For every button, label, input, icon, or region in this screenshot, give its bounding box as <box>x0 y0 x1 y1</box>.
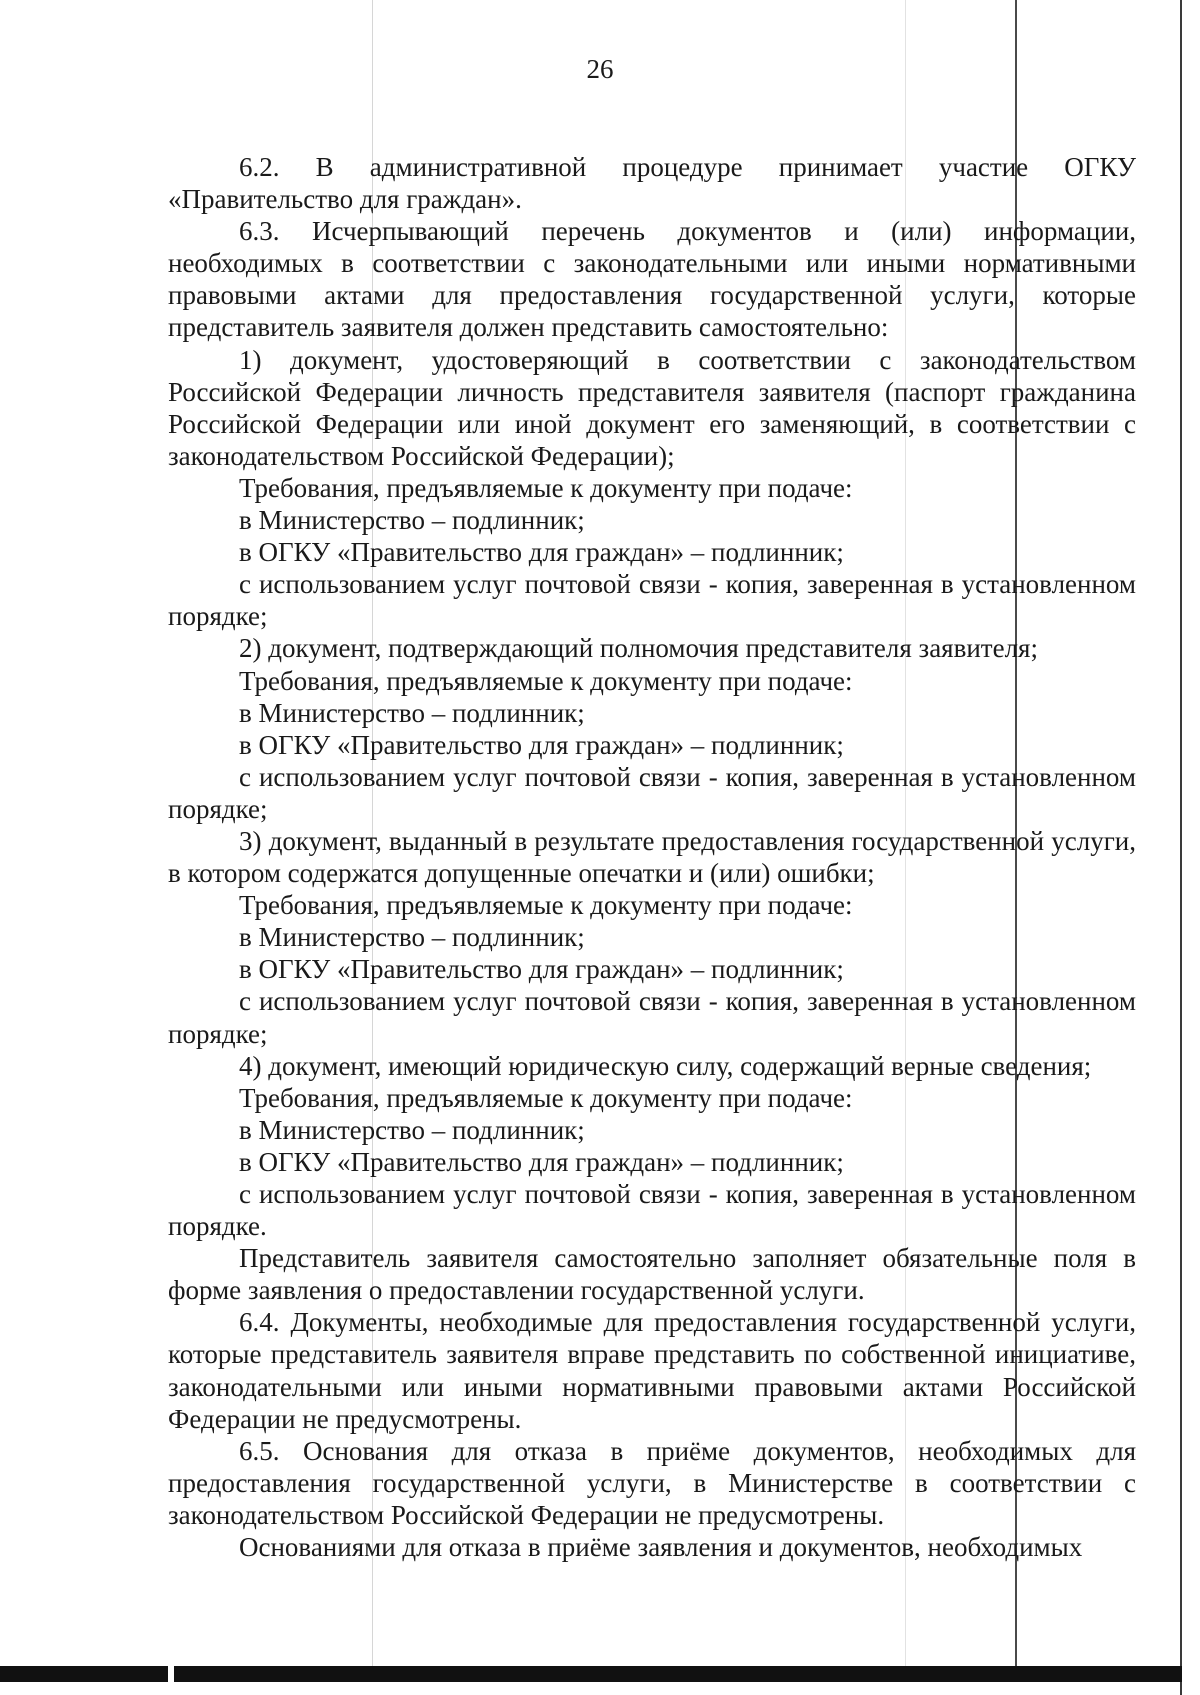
paragraph: в ОГКУ «Правительство для граждан» – подлинник; <box>239 729 844 760</box>
page-number: 26 <box>586 54 614 84</box>
paragraph: Требования, предъявляемые к документу при подаче: <box>239 890 853 921</box>
paragraph: с использованием услуг почтовой связи - копия, заверенная в установленном порядке; <box>168 569 1136 632</box>
paragraph: в Министерство – подлинник; <box>239 697 585 728</box>
paragraph: Требования, предъявляемые к документу при подаче: <box>239 472 853 503</box>
paragraph: Требования, предъявляемые к документу при подаче: <box>239 1082 853 1113</box>
paragraph: с использованием услуг почтовой связи - копия, заверенная в установленном порядке; <box>168 986 1136 1049</box>
paragraph: 6.2. В административной процедуре принимает участие ОГКУ «Правительство для граждан». <box>168 152 1136 215</box>
paragraph: 6.4. Документы, необходимые для предоставления государственной услуги, которые представитель заявителя вправе представить по собственной инициативе, законодательными или иными нормативными правовыми актами Российской Федерации не предусмотрены. <box>168 1307 1136 1434</box>
document-body <box>168 151 1136 1563</box>
paragraph: 6.5. Основания для отказа в приёме документов, необходимых для предоставления государственной услуги, в Министерстве в соответствии с законодательством Российской Федерации не предусмотрены. <box>168 1435 1136 1530</box>
paragraph: в Министерство – подлинник; <box>239 505 585 536</box>
paragraph: с использованием услуг почтовой связи - копия, заверенная в установленном порядке. <box>168 1179 1136 1242</box>
paragraph: 2) документ, подтверждающий полномочия представителя заявителя; <box>239 633 1038 664</box>
paragraph: Представитель заявителя самостоятельно заполняет обязательные поля в форме заявления о предоставлении государственной услуги. <box>168 1243 1136 1306</box>
paragraph: Основаниями для отказа в приёме заявления и документов, необходимых <box>239 1532 1083 1563</box>
scan-edge-bottom <box>0 1666 1182 1682</box>
paragraph: 3) документ, выданный в результате предоставления государственной услуги, в котором содержатся допущенные опечатки и (или) ошибки; <box>168 825 1136 889</box>
paragraph: 4) документ, имеющий юридическую силу, содержащий верные сведения; <box>239 1050 1092 1081</box>
paragraph: в ОГКУ «Правительство для граждан» – подлинник; <box>239 1146 844 1177</box>
paragraph: в ОГКУ «Правительство для граждан» – подлинник; <box>239 537 844 568</box>
paragraph: с использованием услуг почтовой связи - копия, заверенная в установленном порядке; <box>168 761 1136 824</box>
scan-edge-gap <box>168 1666 174 1682</box>
paragraph: 1) документ, удостоверяющий в соответствии с законодательством Российской Федерации личность представителя заявителя (паспорт гражданина Российской Федерации или иной документ его заменяющий, в соответствии с законодательством Российской Федерации); <box>168 344 1136 471</box>
paragraph: в ОГКУ «Правительство для граждан» – подлинник; <box>239 954 844 985</box>
scan-edge-right <box>1180 0 1182 1695</box>
paragraph: Требования, предъявляемые к документу при подаче: <box>239 665 853 696</box>
paragraph: 6.3. Исчерпывающий перечень документов и (или) информации, необходимых в соответствии с законодательными или иными нормативными правовыми актами для предоставления государственной услуги, которые представитель заявителя должен представить самостоятельно: <box>168 216 1136 343</box>
paragraph: в Министерство – подлинник; <box>239 1114 585 1145</box>
paragraph: в Министерство – подлинник; <box>239 922 585 953</box>
